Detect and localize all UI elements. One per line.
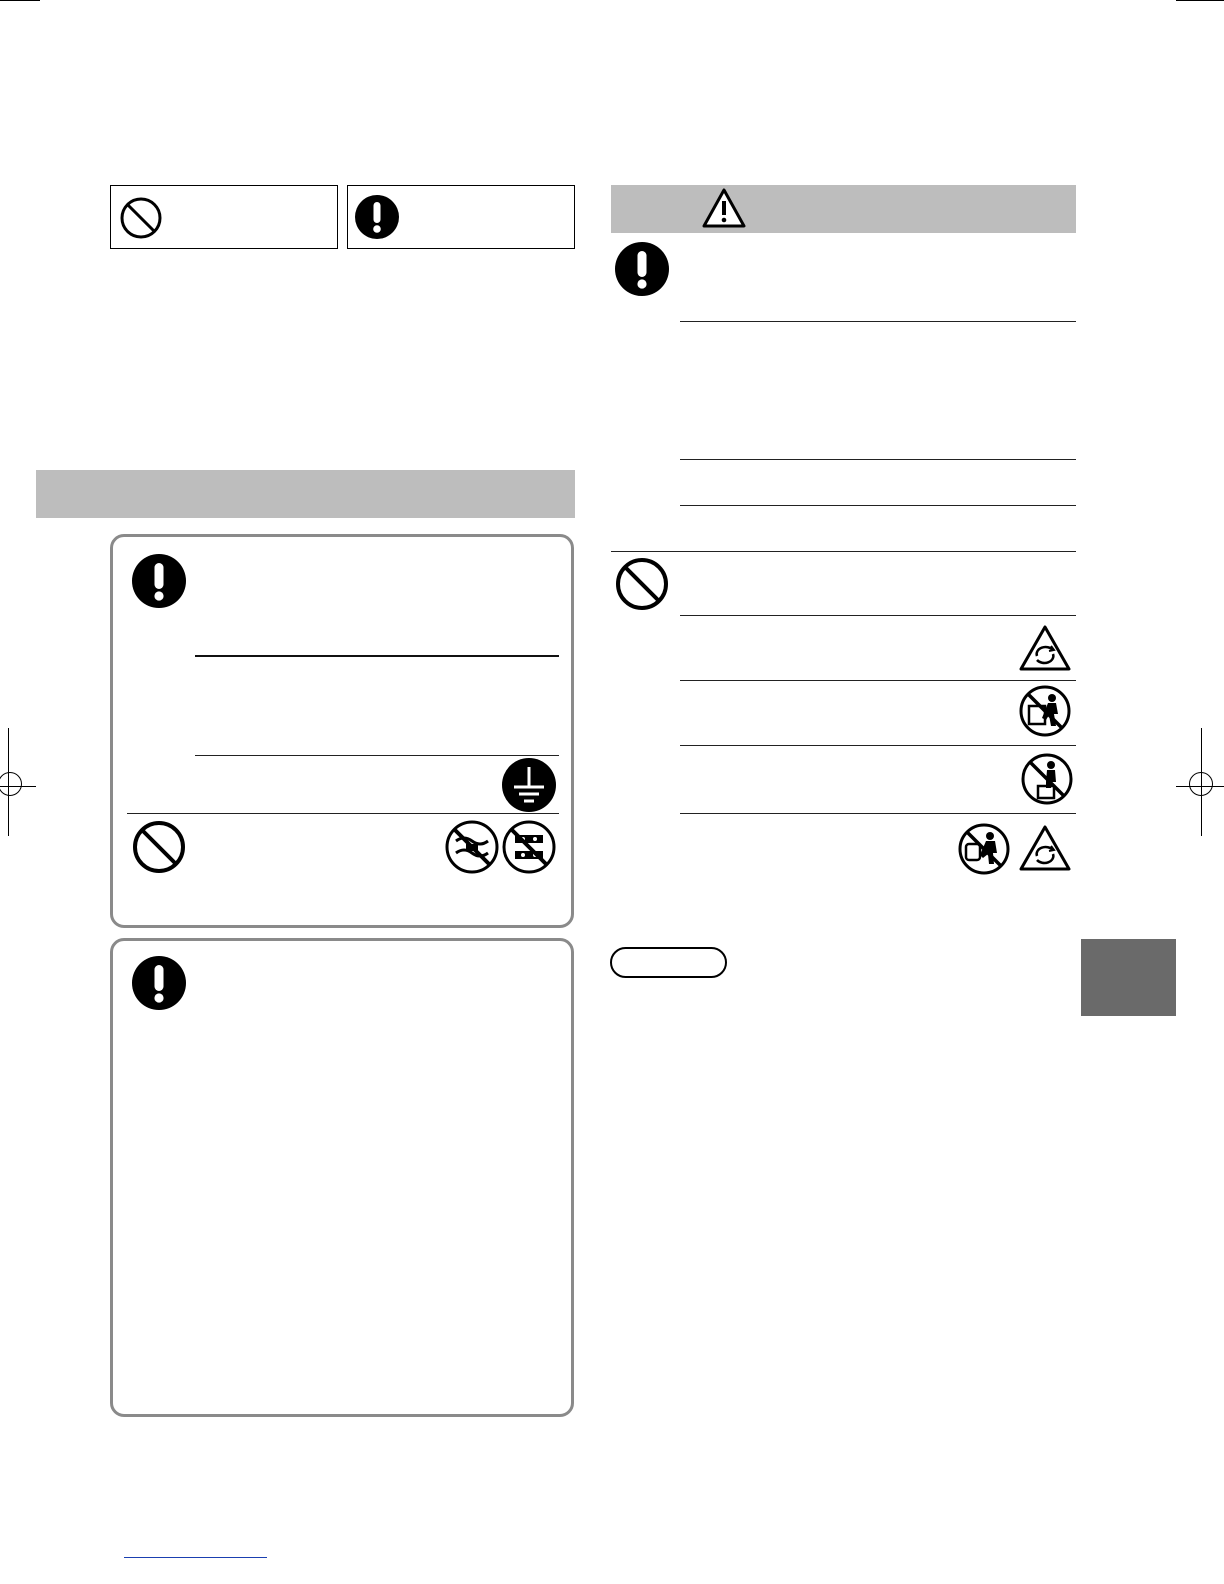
legend-prohibited-box: [110, 185, 338, 249]
chapter-tab-marker: [1081, 939, 1176, 1016]
divider: [195, 755, 559, 756]
safety-panel-grounding: [110, 534, 574, 928]
divider: [195, 655, 559, 657]
crop-mark-top-left: [0, 0, 40, 1]
no-climbing-on-unit-icon: [1018, 684, 1072, 738]
divider: [680, 813, 1076, 814]
warning-triangle-icon: [701, 187, 747, 229]
divider: [611, 551, 1076, 552]
mandatory-action-icon: [131, 955, 187, 1011]
divider: [680, 459, 1076, 460]
no-standing-on-unit-icon: [1020, 752, 1074, 806]
warning-header-bar: [611, 185, 1076, 233]
section-header-bar: [36, 470, 575, 518]
earth-ground-icon: [501, 757, 557, 813]
no-cable-damage-icon: [444, 819, 500, 875]
divider: [127, 813, 559, 814]
divider: [680, 505, 1076, 506]
prohibition-icon: [131, 819, 187, 875]
mandatory-action-icon: [354, 194, 400, 240]
crop-mark-top-right: [1176, 0, 1224, 1]
mandatory-action-icon: [614, 241, 670, 297]
divider: [680, 680, 1076, 681]
rotating-parts-warning-icon: [1018, 824, 1072, 872]
registration-mark-right-circle: [1189, 772, 1213, 796]
note-label: [610, 947, 727, 978]
prohibition-icon: [119, 196, 163, 240]
footer-underline: [124, 1557, 267, 1558]
rotating-parts-warning-icon: [1018, 624, 1072, 672]
prohibition-icon: [614, 556, 670, 612]
no-hand-insertion-icon: [957, 822, 1011, 876]
no-cable-modification-icon: [501, 819, 557, 875]
registration-mark-left-circle: [0, 772, 22, 796]
safety-panel-mandatory: [110, 938, 574, 1417]
divider: [680, 321, 1076, 322]
divider: [680, 745, 1076, 746]
divider: [680, 615, 1076, 616]
legend-mandatory-box: [347, 185, 575, 249]
mandatory-action-icon: [131, 553, 187, 609]
